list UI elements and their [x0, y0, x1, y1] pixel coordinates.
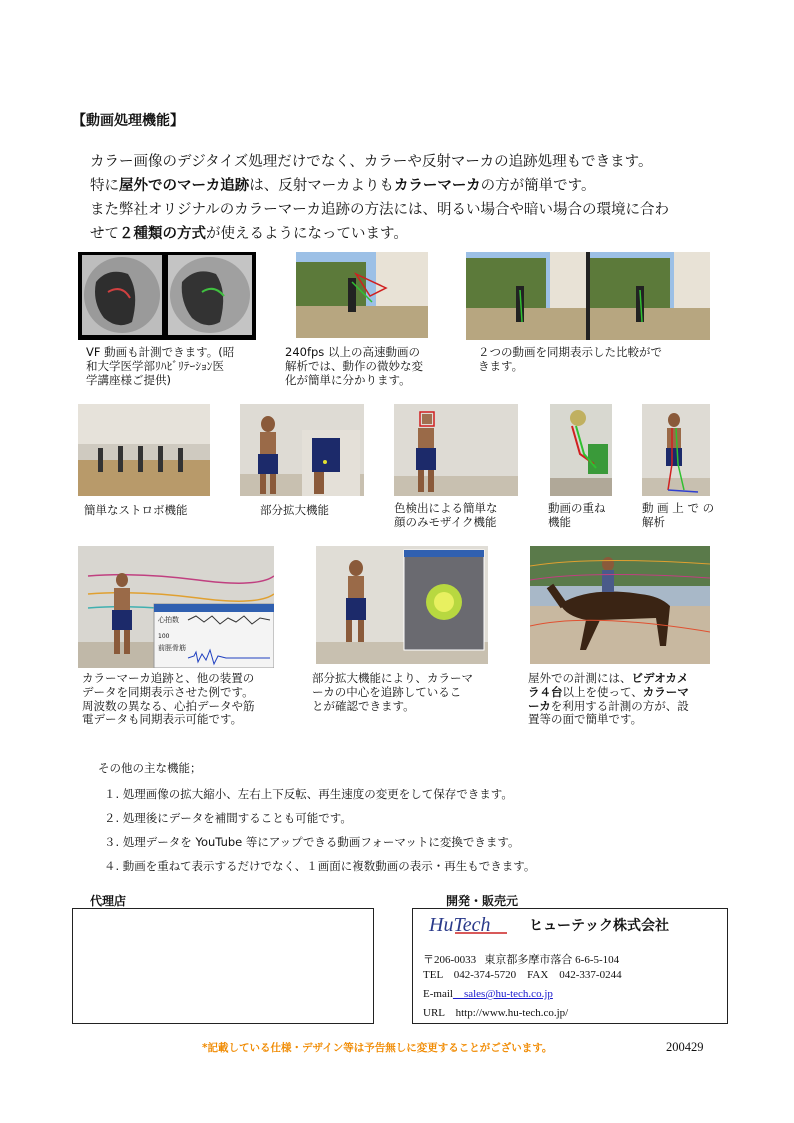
company-email: E-mail sales@hu-tech.co.jp: [423, 988, 553, 1000]
caption-mosaic: 色検出による簡単な 顔のみモザイク機能: [394, 501, 498, 529]
agent-label: 代理店: [90, 894, 127, 908]
company-name: ヒューテック株式会社: [529, 918, 669, 934]
caption-sync: ２つの動画を同期表示した比較がで きます。: [478, 345, 662, 373]
heart-rate-label: 心拍数: [158, 616, 179, 624]
email-link[interactable]: sales@hu-tech.co.jp: [452, 988, 553, 1000]
caption-vf: VF 動画も計測できます。(昭 和大学医学部ﾘﾊﾋﾞﾘﾃｰｼｮﾝ医 学講座様ご提供): [86, 345, 235, 387]
emg-label: 前脛骨筋: [158, 644, 186, 652]
caption-zoom-center: 部分拡大機能により、カラーマ ーカの中心を追跡しているこ とが確認できます。: [312, 671, 473, 713]
dual-sync-image: [466, 252, 710, 340]
caption-color-sync: カラーマーカ追跡と、他の装置の データを同期表示させた例です。 周波数の異なる、心拍データや筋 電データも同期表示可能です。: [82, 671, 255, 727]
horse-image: [530, 546, 710, 664]
notice-text: *記載している仕様・デザイン等は予告無しに変更することがございます。: [202, 1042, 553, 1054]
company-box: [412, 908, 728, 1024]
features-title: その他の主な機能；: [98, 761, 202, 775]
analysis-image: [642, 404, 710, 496]
company-address: 〒206-0033 東京都多摩市落合 6-6-5-104: [423, 954, 620, 966]
feature-item: ４. 動画を重ねて表示するだけでなく、１画面に複数動画の表示・再生もできます。: [104, 859, 536, 873]
logo-text: HuTech: [429, 914, 491, 936]
feature-item: ２. 処理後にデータを補間することも可能です。: [104, 811, 352, 825]
zoom-center-image: [316, 546, 488, 664]
overlay-image: [550, 404, 612, 496]
axis-label: 100: [158, 633, 170, 640]
company-url[interactable]: URL http://www.hu-tech.co.jp/: [423, 1007, 569, 1019]
caption-analysis: 動 画 上 で の 解析: [642, 501, 715, 529]
mosaic-image: [394, 404, 518, 496]
caption-overlay: 動画の重ね 機能: [548, 501, 606, 529]
dev-label: 開発・販売元: [446, 894, 519, 908]
outdoor-240fps-image: [296, 252, 428, 338]
color-sync-image: [78, 546, 274, 668]
section-heading: 【動画処理機能】: [72, 113, 184, 129]
document-number: 200429: [666, 1040, 704, 1054]
caption-strobe: 簡単なストロボ機能: [84, 503, 188, 517]
caption-zoom: 部分拡大機能: [260, 503, 329, 517]
feature-item: １. 処理画像の拡大縮小、左右上下反転、再生速度の変更をして保存できます。: [104, 787, 513, 801]
caption-240fps: 240fps 以上の高速動画の 解析では、動作の微妙な変 化が簡単に分かります。: [285, 345, 423, 387]
agent-box: [72, 908, 374, 1024]
caption-outdoor: 屋外での計測には、ビデオカメ ラ４台以上を使って、カラーマ ーカを利用する計測の方が、設 置等の面で簡単です。: [528, 671, 689, 727]
intro-line-2: 特に屋外でのマーカ追跡は、反射マーカよりもカラーマーカの方が簡単です。: [90, 178, 596, 194]
strobe-image: [78, 404, 210, 496]
hutech-logo: [427, 911, 515, 937]
company-tel: TEL 042-374-5720 FAX 042-337-0244: [423, 969, 622, 981]
vf-xray-image: [78, 252, 256, 340]
intro-line-3: また弊社オリジナルのカラーマーカ追跡の方法には、明るい場合や暗い場合の環境に合わ: [90, 202, 669, 218]
intro-line-4: せて２種類の方式が使えるようになっています。: [90, 226, 408, 242]
zoom-image: [240, 404, 364, 496]
feature-item: ３. 処理データを YouTube 等にアップできる動画フォーマットに変換できます。: [104, 835, 520, 849]
intro-line-1: カラー画像のデジタイズ処理だけでなく、カラーや反射マーカの追跡処理もできます。: [90, 154, 653, 170]
